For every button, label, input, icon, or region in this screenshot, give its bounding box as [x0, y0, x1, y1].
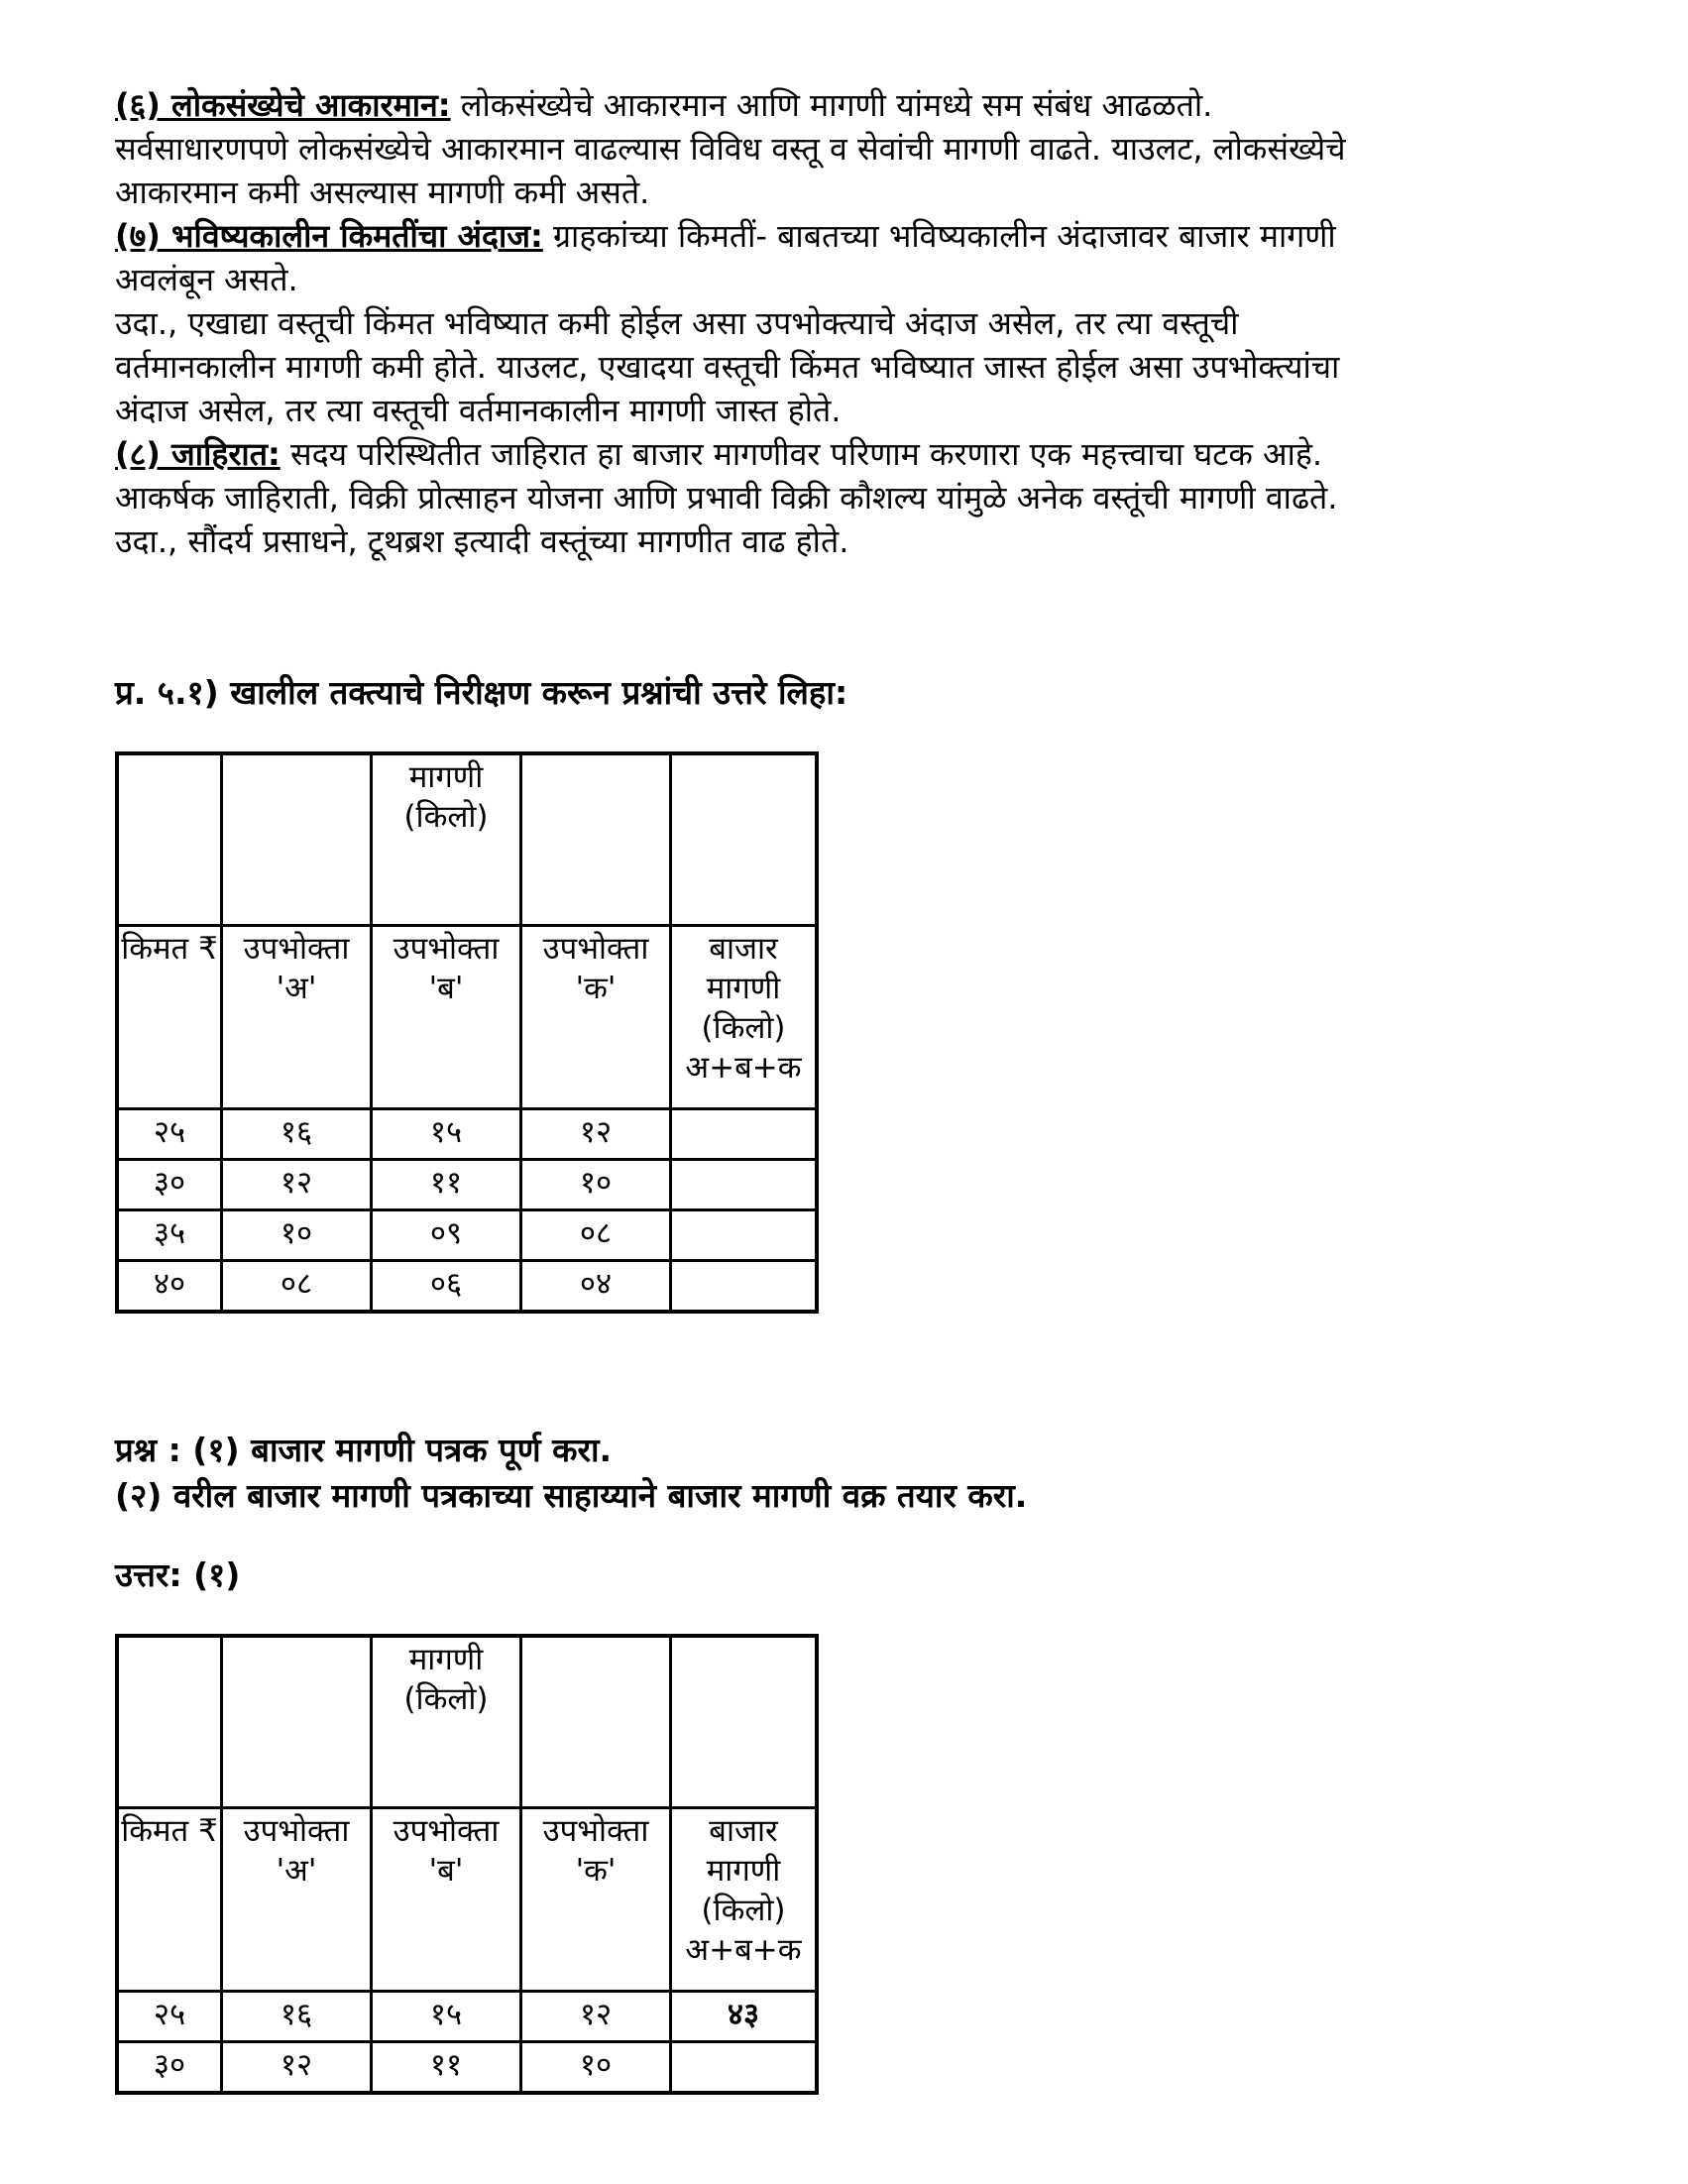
header-market-demand: बाजार मागणी (किलो) अ+ब+क — [671, 926, 818, 1109]
header-demand-kg: मागणी (किलो) — [372, 753, 521, 926]
cell-price: ३५ — [117, 1210, 222, 1261]
header-consumer-c: उपभोक्ता 'क' — [521, 926, 671, 1109]
cell-a: ०८ — [222, 1261, 372, 1313]
paragraph-line: सर्वसाधारणपणे लोकसंख्येचे आकारमान वाढल्यास विविध वस्तू व सेवांची मागणी वाढते. याउलट, लोकसंख्येचे — [115, 130, 1346, 168]
cell-a: १० — [222, 1210, 372, 1261]
paragraph-text: सदय परिस्थितीत जाहिरात हा बाजार मागणीवर परिणाम करणारा एक महत्त्वाचा घटक आहे. — [280, 435, 1323, 473]
cell-price: ३० — [117, 2042, 222, 2094]
cell-b: १५ — [372, 1109, 521, 1160]
header-demand-kg: मागणी (किलो) — [372, 1636, 521, 1808]
question-title: प्र. ५.१) खालील तक्त्याचे निरीक्षण करून प्रश्नांची उत्तरे लिहा: — [115, 673, 848, 712]
paragraph-text: ग्राहकांच्या किमतीं- बाबतच्या भविष्यकालीन अंदाजावर बाजार मागणी — [542, 217, 1336, 255]
cell-market: ४३ — [671, 1992, 818, 2042]
cell-b: ११ — [372, 1160, 521, 1210]
table-row — [117, 1160, 817, 1210]
header-consumer-a: उपभोक्ता 'अ' — [222, 1808, 372, 1992]
cell-market — [671, 1261, 818, 1313]
cell-c: १२ — [521, 1992, 671, 2042]
cell-c: १० — [521, 2042, 671, 2094]
header-price: किमत ₹ — [117, 1808, 222, 1992]
cell-price: ३० — [117, 1160, 222, 1210]
table-row — [117, 1992, 817, 2042]
table-row — [117, 1261, 817, 1313]
paragraph-line: अंदाज असेल, तर त्या वस्तूची वर्तमानकालीन मागणी जास्त होते. — [115, 392, 842, 429]
table-row — [117, 1109, 817, 1160]
header-market-demand: बाजार मागणी (किलो) अ+ब+क — [671, 1808, 818, 1992]
demand-table — [115, 751, 819, 1314]
paragraph-line: अवलंबून असते. — [115, 261, 298, 298]
question-2: (२) वरील बाजार मागणी पत्रकाच्या साहाय्याने बाजार मागणी वक्र तयार करा. — [115, 1476, 1028, 1515]
paragraph-advertising — [115, 432, 1582, 563]
question-1: प्रश्न : (१) बाजार मागणी पत्रक पूर्ण करा. — [115, 1431, 613, 1469]
cell-b: ११ — [372, 2042, 521, 2094]
cell-market — [671, 1160, 818, 1210]
table-row — [117, 1210, 817, 1261]
paragraph-line: आकर्षक जाहिराती, विक्री प्रोत्साहन योजना आणि प्रभावी विक्री कौशल्य यांमुळे अनेक वस्तूंची मागणी वाढते. — [115, 479, 1338, 517]
cell-b: ०९ — [372, 1210, 521, 1261]
cell-market — [671, 1210, 818, 1261]
cell-c: ०८ — [521, 1210, 671, 1261]
cell-a: १६ — [222, 1109, 372, 1160]
paragraph-line: उदा., सौंदर्य प्रसाधने, टूथब्रश इत्यादी वस्तूंच्या मागणीत वाढ होते. — [115, 522, 849, 560]
cell-c: १२ — [521, 1109, 671, 1160]
header-consumer-c: उपभोक्ता 'क' — [521, 1808, 671, 1992]
cell-b: ०६ — [372, 1261, 521, 1313]
answer-label: उत्तर: (१) — [115, 1555, 241, 1594]
heading-future-prices: (७) भविष्यकालीन किमतींचा अंदाज: — [115, 217, 543, 255]
paragraph-line: आकारमान कमी असल्यास मागणी कमी असते. — [115, 173, 650, 211]
header-consumer-a: उपभोक्ता 'अ' — [222, 926, 372, 1109]
cell-c: ०४ — [521, 1261, 671, 1313]
header-consumer-b: उपभोक्ता 'ब' — [372, 1808, 521, 1992]
table-row — [117, 2042, 817, 2094]
paragraph-text: लोकसंख्येचे आकारमान आणि मागणी यांमध्ये सम संबंध आढळतो. — [450, 86, 1213, 124]
cell-price: ४० — [117, 1261, 222, 1313]
paragraph-line: वर्तमानकालीन मागणी कमी होते. याउलट, एखादया वस्तूची किंमत भविष्यात जास्त होईल असा उपभोक्त्यांचा — [115, 348, 1340, 386]
cell-market — [671, 1109, 818, 1160]
cell-a: १६ — [222, 1992, 372, 2042]
cell-price: २५ — [117, 1109, 222, 1160]
cell-market — [671, 2042, 818, 2094]
cell-a: १२ — [222, 1160, 372, 1210]
paragraph-line: उदा., एखाद्या वस्तूची किंमत भविष्यात कमी होईल असा उपभोक्त्याचे अंदाज असेल, तर त्या वस्तूची — [115, 304, 1239, 342]
cell-c: १० — [521, 1160, 671, 1210]
answer-table — [115, 1634, 819, 2095]
header-consumer-b: उपभोक्ता 'ब' — [372, 926, 521, 1109]
cell-price: २५ — [117, 1992, 222, 2042]
heading-population: (६) लोकसंख्येचे आकारमान: — [115, 86, 451, 124]
cell-b: १५ — [372, 1992, 521, 2042]
header-price: किमत ₹ — [117, 926, 222, 1109]
cell-a: १२ — [222, 2042, 372, 2094]
heading-advertising: (८) जाहिरात: — [115, 435, 281, 473]
paragraph-population — [115, 83, 1582, 214]
paragraph-future-prices — [115, 214, 1582, 432]
